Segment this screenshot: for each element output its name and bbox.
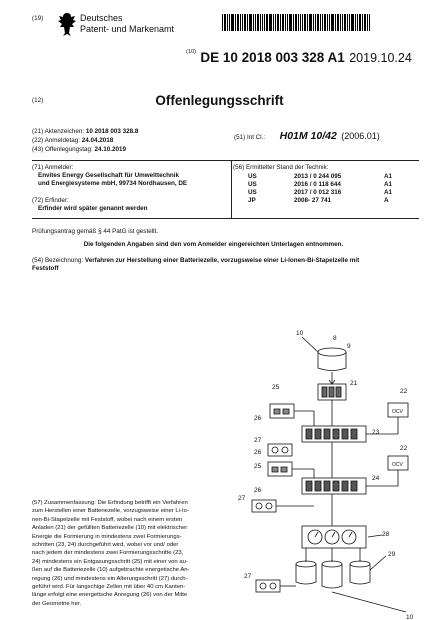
barcode-bar bbox=[255, 14, 256, 31]
inventor-label: (72) Erfinder: bbox=[32, 197, 69, 204]
barcode-bar bbox=[269, 14, 272, 31]
inid-19: (19) bbox=[32, 15, 44, 22]
document-type-title: Offenlegungsschrift bbox=[155, 93, 284, 108]
examination-note: Prüfungsantrag gemäß § 44 PatG ist gestellt. bbox=[32, 228, 159, 235]
ocv-label: OCV bbox=[392, 409, 403, 415]
office-name: Deutsches Patent- und Markenamt bbox=[80, 13, 175, 34]
ref-label: 24 bbox=[372, 475, 380, 482]
ref-label: 27 bbox=[238, 495, 246, 502]
filing-date: (22) Anmeldetag: 24.04.2018 bbox=[32, 137, 114, 144]
barcode-bar bbox=[331, 14, 334, 31]
barcode-bar bbox=[357, 14, 358, 31]
prior-art-table bbox=[248, 173, 418, 205]
invention-title: (54) Bezeichnung: Verfahren zur Herstellung einer Batteriezelle, vorzugsweise einer Li-Ionen-Bi-Stapelzelle mit Feststoff bbox=[32, 257, 360, 272]
applicant-name: Envites Energy Gesellschaft für Umwelttechnik und Energiesysteme mbH, 99734 Nordhausen, DE bbox=[38, 172, 188, 187]
barcode-bar bbox=[315, 14, 316, 31]
classification: (51) Int Cl.: H01M 10/42 (2006.01) bbox=[234, 130, 380, 142]
ref-label: 26 bbox=[254, 415, 262, 422]
barcode-bar bbox=[307, 14, 308, 31]
barcode-bar bbox=[240, 14, 241, 31]
ref-label: 8 bbox=[333, 335, 337, 342]
barcode-bar bbox=[295, 14, 297, 31]
ref-label: 10 bbox=[406, 614, 414, 620]
applicant-label: (71) Anmelder: bbox=[32, 164, 74, 171]
prior-art-row: US 2017 / 0 012 316 A1 bbox=[248, 189, 393, 196]
barcode-bar bbox=[244, 14, 246, 31]
ref-label: 26 bbox=[254, 449, 262, 456]
ref-label: 25 bbox=[254, 463, 262, 470]
barcode-bar bbox=[302, 14, 303, 31]
barcode-bar bbox=[253, 14, 254, 31]
barcode-bar bbox=[349, 14, 350, 31]
ref-label: 27 bbox=[254, 437, 262, 444]
barcode-bar bbox=[262, 14, 263, 31]
barcode-bar bbox=[266, 14, 268, 31]
prior-art-row: JP 2008- 27 741 A bbox=[248, 197, 389, 204]
divider bbox=[32, 160, 419, 161]
prior-art-row: US 2016 / 0 118 644 A1 bbox=[248, 181, 393, 188]
barcode-bar bbox=[355, 14, 356, 31]
barcode-bar bbox=[280, 14, 281, 31]
ref-label: 9 bbox=[347, 343, 351, 350]
barcode-bar bbox=[327, 14, 328, 31]
barcode-bar bbox=[277, 14, 279, 31]
barcode-bar bbox=[337, 14, 339, 31]
barcode-bar bbox=[344, 14, 346, 31]
barcode-bar bbox=[362, 14, 363, 31]
barcode-bar bbox=[313, 14, 314, 31]
barcode-bar bbox=[329, 14, 330, 31]
barcode-bar bbox=[304, 14, 306, 31]
barcode-bar bbox=[342, 14, 343, 31]
barcode-bar bbox=[320, 14, 321, 31]
barcode-bar bbox=[367, 14, 368, 31]
column-divider bbox=[231, 161, 232, 218]
ref-label: 22 bbox=[400, 388, 408, 395]
barcode-bar bbox=[275, 14, 276, 31]
prior-art-row: US 2013 / 0 244 095 A1 bbox=[248, 173, 393, 180]
barcode-bar bbox=[364, 14, 366, 31]
ref-label: 29 bbox=[388, 551, 396, 558]
barcode-bar bbox=[282, 14, 284, 31]
barcode-bar bbox=[322, 14, 323, 31]
barcode-bar bbox=[335, 14, 336, 31]
cell-top-ellipse bbox=[318, 348, 346, 356]
ocv-label: OCV bbox=[392, 462, 403, 468]
divider bbox=[32, 218, 419, 219]
inventor-value: Erfinder wird später genannt werden bbox=[38, 205, 148, 212]
barcode-bar bbox=[369, 14, 370, 31]
ref-label: 27 bbox=[244, 573, 252, 580]
applicant-data-note: Die folgenden Angaben sind den vom Anmelder eingereichten Unterlagen entnommen. bbox=[83, 241, 344, 248]
barcode-bar bbox=[247, 14, 248, 31]
barcode-bar bbox=[300, 14, 301, 31]
process-flow-drawing bbox=[210, 330, 427, 620]
barcode-bar bbox=[359, 14, 361, 31]
barcode-bar bbox=[229, 14, 230, 31]
abstract: (57) Zusammenfassung: Die Erfindung betrifft ein Verfahren zum Herstellen einer Batteriezelle, vorzugsweise einer Li-Io- nen-Bi-Stapelzelle mit Feststoff, wobei nach einem ersten Anladen (21) der gefüllten Batteriezelle (10) mit elektrischer Energie die Formierung in mindestens zwei Formierungs- schritten (23, 24) durchgeführt wird, wobei vor und/ oder nach jedem der mindestens zwei Formierungsschritte (23, 24) mindestens ein Entgasungsschritt (25) mit einer von au- ßen auf die Batteriezelle (10) aufgebrachte energetische An- regung (26) und mindestens ein Alterungsschritt (27) durch- geführt wird. Für langschige Zellen mit über 40 cm Kanten- länge erfolgt eine energetische Anregung (26) von der Mitte der Geometrie her. bbox=[32, 500, 190, 607]
barcode-bar bbox=[324, 14, 326, 31]
ref-label: 25 bbox=[272, 384, 280, 391]
barcode-bar bbox=[287, 14, 288, 31]
document-date: 2019.10.24 bbox=[349, 51, 412, 65]
ref-label: 28 bbox=[382, 531, 390, 538]
document-number: DE 10 2018 003 328 A1 bbox=[200, 50, 345, 65]
barcode-bar bbox=[231, 14, 234, 31]
barcode-bar bbox=[237, 14, 239, 31]
ref-label: 22 bbox=[400, 445, 408, 452]
barcode-bar bbox=[289, 14, 292, 31]
barcode-bar bbox=[293, 14, 294, 31]
inid-12: (12) bbox=[32, 97, 44, 104]
barcode-bar bbox=[222, 14, 223, 31]
document-id: $^{(10)}$ DE 10 2018 003 328 A1 2019.10.24 bbox=[186, 49, 412, 65]
barcode-bar bbox=[235, 14, 236, 31]
barcode-bar bbox=[260, 14, 261, 31]
barcode-bar bbox=[351, 14, 354, 31]
barcode-bar bbox=[347, 14, 348, 31]
barcode-bar bbox=[309, 14, 312, 31]
barcode bbox=[222, 14, 416, 31]
ref-label: 10 bbox=[296, 330, 304, 337]
barcode-bar bbox=[249, 14, 252, 31]
barcode-bar bbox=[273, 14, 274, 31]
output-cylinder bbox=[322, 564, 342, 588]
federal-eagle-icon bbox=[57, 11, 77, 37]
barcode-bar bbox=[257, 14, 259, 31]
barcode-bar bbox=[340, 14, 341, 31]
publication-date: (43) Offenlegungstag: 24.10.2019 bbox=[32, 146, 127, 153]
barcode-bar bbox=[224, 14, 226, 31]
ref-label: 21 bbox=[350, 380, 358, 387]
ref-label: 23 bbox=[372, 429, 380, 436]
barcode-bar bbox=[242, 14, 243, 31]
barcode-bar bbox=[227, 14, 228, 31]
application-number: (21) Aktenzeichen: 10 2018 003 328.8 bbox=[32, 128, 139, 135]
barcode-bar bbox=[317, 14, 319, 31]
barcode-bar bbox=[298, 14, 299, 31]
barcode-bar bbox=[264, 14, 265, 31]
ref-label: 26 bbox=[254, 487, 262, 494]
barcode-bar bbox=[285, 14, 286, 31]
prior-art-label: (56) Ermittelter Stand der Technik: bbox=[233, 164, 329, 171]
